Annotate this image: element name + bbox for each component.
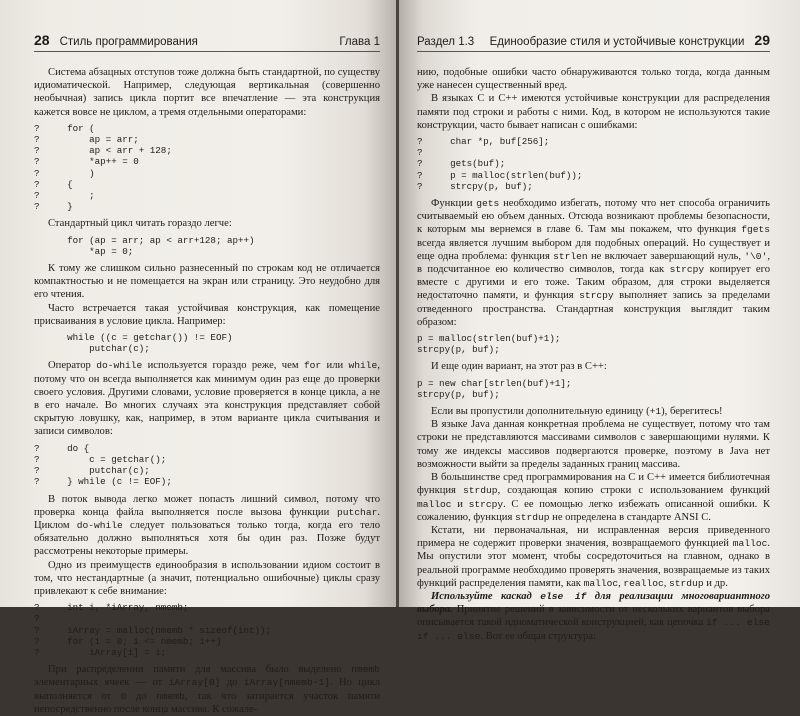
left-page [0,0,396,715]
left-paragraph-1: Система абзацных отступов тоже должна быть стандартной, по существу идиоматической. Например, следующая вертикальная (совершенно необычная) запись цикла портит все впечатление — эта конструкция кажется вовсе не циклом, а тремя отдельными операторами: [34,67,380,118]
code-line: p = malloc(strlen(buf)+1); [417,333,561,345]
left-paragraph-3: К тому же слишком сильно разнесенный по строкам код не отличается компактностью и не помещается на экран или страницу. Это неудобно для его чтения. [34,263,380,301]
code-line: *ap = 0; [34,245,134,257]
code-line: ? } [34,201,73,213]
left-code-block-5 [34,602,380,658]
rule-heading: Используйте каскад else if для реализации многовариантного выбора. [417,590,770,616]
left-paragraph-2: Стандартный цикл читать гораздо легче: [48,218,232,230]
code-line: ? putchar(c); [34,465,150,477]
right-running-title: Единообразие стиля и устойчивые конструкции [489,36,745,48]
code-line: ? [417,147,423,159]
code-line: ? ap = arr; [34,134,139,146]
code-line: ? } while (c != EOF); [34,476,172,488]
right-section-label: Раздел 1.3 [417,36,475,48]
code-line: ? strcpy(p, buf); [417,180,533,192]
right-paragraph-1: нию, подобные ошибки часто обнаруживаются только тогда, когда данным уже нанесен существенный вред. [417,67,770,92]
code-line: p = new char[strlen(buf)+1]; [417,377,572,389]
right-code-block-2 [417,333,770,355]
right-page-number: 29 [754,32,770,48]
left-paragraph-4: Часто встречается такая устойчивая конструкция, как помещение присваивания в условие цикла. Например: [34,302,380,327]
right-paragraph-9: Используйте каскад else if для реализации многовариантного выбора. Принятие решений в зависимости от нескольких вариантов выбора описывается такой идиоматической конструкцией, как цепочка if ... else if ... else. Вот ее общая структура: [417,590,770,642]
left-paragraph-5: Оператор do-while используется гораздо реже, чем for или while, потому что он всегда выполняется как минимум один раз еще до проверки своего условия. Другими словами, условие проверяется в конце цикла, а не в его начале. Во многих случаях эта конструкция представляет собой скрытую ловушку, как, например, в этом варианте цикла считывания и записи символов: [34,360,380,438]
code-line: ? for ( [34,122,95,134]
right-paragraph-5: Если вы пропустили дополнительную единицу (+1), берегитесь! [431,406,723,418]
left-page-number: 28 [34,32,50,48]
code-line: ? for (i = 0; i <= nmemb; i++) [34,635,222,647]
code-line: ? *ap++ = 0 [34,156,139,168]
code-line: putchar(c); [34,343,150,355]
left-paragraph-6: В поток вывода легко может попасть лишний символ, потому что проверка конца файла выполняется после вызова функции putchar. Циклом do-while следует пользоваться только тогда, когда его тело обязательно должно выполняться хотя бы один раз. Позже будут рассмотрены некоторые примеры. [34,493,380,558]
left-paragraph-8: При распределении памяти для массива было выделено nmemb элементарных ячеек — от iArray[0] до iArray[nmemb-1]. Но цикл выполняется от 0 до nmemb, так что затирается участок памяти непосредственно после конца массива. К сожале- [34,664,381,715]
right-code-block-1 [417,136,770,192]
left-running-title: Стиль программирования [59,36,198,48]
code-line: ? [34,613,40,625]
left-code-block-2 [34,235,380,257]
right-paragraph-3: Функции gets необходимо избегать, потому что нет способа ограничить считываемый ею объем данных. Отсюда возникают проблемы безопасности, к которым мы вернемся в главе 6. Там мы покажем, что функция fgets всегда является лучшим выбором для подобных операций. Но существует и еще одна проблема: функция strlen не включает завершающий нуль, '\0', в подсчитанное ею количество символов, тогда как strcpy копирует его вместе с другими и его тоже. Таким образом, для строки выделяется недостаточно памяти, и функция strcpy выполняет запись за пределами отведенного пространства. Стандартная конструкция выглядит таким образом: [417,198,770,328]
left-code-block-4 [34,443,380,488]
right-page-header [417,32,770,52]
left-page-header [34,32,380,52]
right-code-block-3 [417,378,770,400]
code-line: ? { [34,178,73,190]
left-code-block-3 [34,332,380,354]
code-line: ? ) [34,167,95,179]
code-line: ? int i, *iArray, nmemb; [34,602,189,614]
code-line: strcpy(p, buf); [417,388,500,400]
code-line: ? ap < arr + 128; [34,145,172,157]
right-paragraph-7: В большинстве сред программирования на C и C++ имеется библиотечная функция strdup, создающая копию строки с использованием функций malloc и strcpy. С ее помощью легко избежать описанной ошибки. К сожалению, функция strdup не определена в стандарте ANSI C. [417,472,771,523]
code-line: ? ; [34,190,95,202]
code-line: while ((c = getchar()) != EOF) [34,332,233,344]
right-paragraph-8: Кстати, ни первоначальная, ни исправленная версия приведенного примера не содержит проверки значения, возвращаемого функцией malloc. Мы опустили этот момент, чтобы сосредоточиться на главном, однако в реальной программе необходимо проверять значения, возвращаемые из таких функций распределения памяти, как malloc, realloc, strdup и др. [417,524,770,589]
code-line: ? iArray[i] = i; [34,646,167,658]
code-line: ? p = malloc(strlen(buf)); [417,169,583,181]
code-line: ? c = getchar(); [34,453,167,465]
code-line: strcpy(p, buf); [417,344,500,356]
left-code-block-1 [34,123,380,213]
code-line: ? char *p, buf[256]; [417,136,550,148]
code-line: for (ap = arr; ap < arr+128; ap++) [34,234,255,246]
right-paragraph-2: В языках C и C++ имеются устойчивые конструкции для распределения памяти под строки и работы с ними. Код, в котором не используются такие конструкции, часто бывает написан с ошибками: [417,93,770,131]
code-line: ? iArray = malloc(nmemb * sizeof(int)); [34,624,272,636]
right-paragraph-4: И еще один вариант, на этот раз в C++: [431,361,607,373]
right-page [399,0,800,642]
code-line: ? gets(buf); [417,158,506,170]
code-line: ? do { [34,442,90,454]
right-paragraph-6: В языке Java данная конкретная проблема не существует, потому что там строки не представляются массивами символов с завершающими нулями. К тому же индексы массивов подвергаются проверке, поэтому в Java нет возможности выйти за пределы заданных границ массива. [417,419,770,470]
left-chapter-label: Глава 1 [339,36,380,48]
left-paragraph-7: Одно из преимуществ единообразия в использовании идиом состоит в том, что нестандартные (а значит, потенциально ошибочные) циклы сразу привлекают к себе внимание: [34,559,380,597]
